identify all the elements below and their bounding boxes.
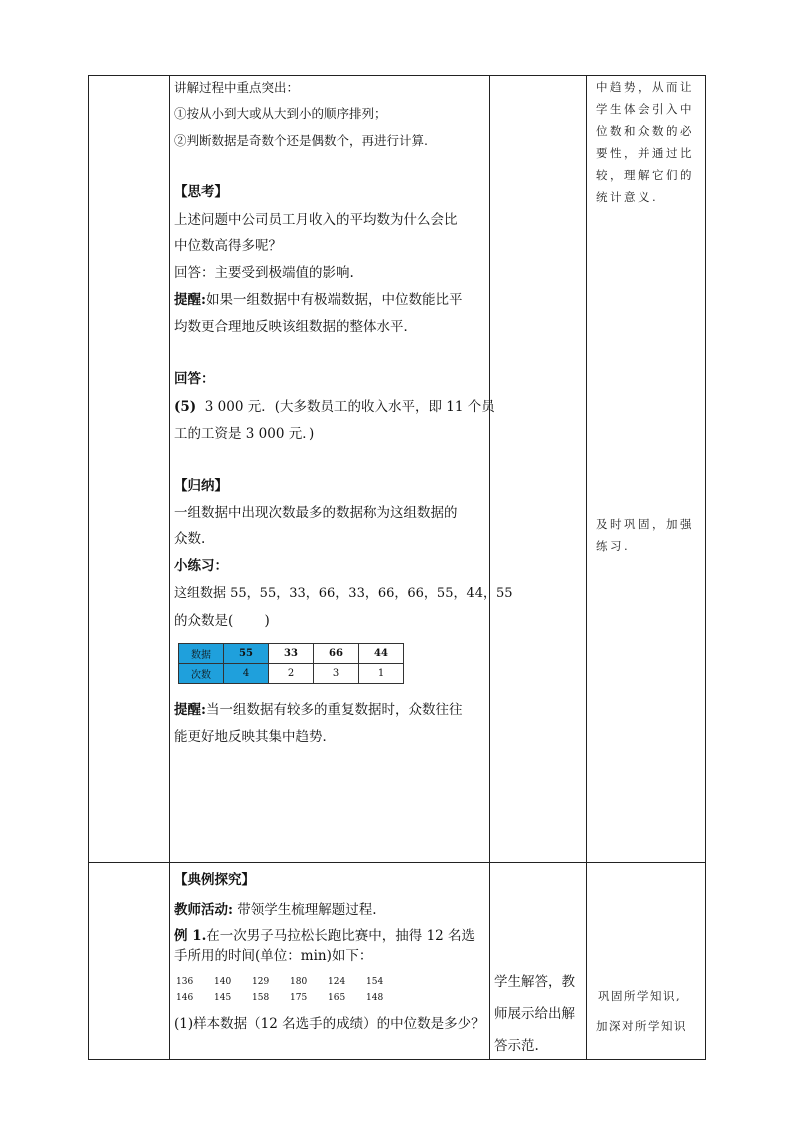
answer-label: 回答： — [174, 371, 215, 387]
design-note-line: 及时巩固，加强 — [596, 517, 694, 531]
think-heading: 【思考】 — [174, 184, 228, 200]
time-value: 136 — [176, 977, 194, 987]
time-value: 146 — [176, 993, 194, 1003]
example-section-heading: 【典例探究】 — [174, 872, 255, 888]
time-value: 124 — [328, 977, 346, 987]
answer-5-line2: 工的工资是 3 000 元．) — [174, 426, 315, 442]
tip2-label: 提醒: — [174, 702, 206, 718]
table-row — [179, 664, 404, 684]
answer-5-number: (5) — [174, 399, 197, 415]
teacher-activity — [174, 902, 377, 918]
times-row — [176, 990, 404, 1006]
time-value: 154 — [366, 977, 384, 987]
design-note-line: 巩固所学知识, — [598, 989, 682, 1003]
tip2-line1 — [174, 702, 462, 718]
design-note-line: 学生体会引入中 — [596, 102, 694, 116]
think-question-line2: 中位数高得多呢？ — [174, 238, 282, 254]
tip1-line1 — [174, 292, 462, 308]
tip1-text: 如果一组数据中有极端数据，中位数能比平 — [205, 292, 463, 308]
design-note-line: 较，理解它们的 — [596, 168, 694, 182]
method-step-1: ①按从小到大或从大到小的顺序排列； — [174, 106, 387, 121]
method-step-2: ②判断数据是奇数个还是偶数个，再进行计算. — [174, 133, 428, 148]
design-note-line: 位数和众数的必 — [596, 124, 694, 138]
table-cell: 66 — [314, 644, 359, 664]
table-cell: 1 — [359, 664, 404, 684]
table-cell: 55 — [224, 644, 269, 664]
tip2-text: 当一组数据有较多的重复数据时，众数往往 — [205, 702, 463, 718]
column-divider — [169, 76, 170, 1059]
time-value: 158 — [252, 993, 270, 1003]
design-note-line: 中趋势，从而让 — [596, 80, 694, 94]
time-value: 129 — [252, 977, 270, 987]
column-divider — [586, 76, 587, 1059]
times-row — [176, 974, 404, 990]
table-header-cell: 数据 — [179, 644, 224, 664]
student-activity-line: 学生解答，教 — [494, 974, 575, 990]
table-cell: 2 — [269, 664, 314, 684]
student-activity-line: 答示范. — [494, 1038, 539, 1054]
exercise-line2: 的众数是( ) — [174, 613, 270, 629]
tip2-line2: 能更好地反映其集中趋势． — [174, 729, 336, 745]
summary-line1: 一组数据中出现次数最多的数据称为这组数据的 — [174, 505, 458, 521]
method-intro: 讲解过程中重点突出： — [174, 80, 300, 95]
table-header-cell: 次数 — [179, 664, 224, 684]
table-row — [179, 644, 404, 664]
design-note-line: 要性，并通过比 — [596, 146, 694, 160]
answer-5-text: 3 000 元．(大多数员工的收入水平，即 11 个员 — [204, 399, 495, 415]
time-value: 140 — [214, 977, 232, 987]
teacher-activity-label: 教师活动: — [174, 902, 233, 918]
think-question-line1: 上述问题中公司员工月收入的平均数为什么会比 — [174, 212, 458, 228]
answer-5-line1 — [174, 399, 495, 415]
example-line1 — [174, 928, 475, 944]
frequency-table — [178, 643, 404, 684]
summary-line2: 众数. — [174, 531, 206, 547]
question-1: (1)样本数据（12 名选手的成绩）的中位数是多少？ — [174, 1016, 485, 1032]
example-line2: 手所用的时间(单位：min)如下： — [174, 948, 373, 964]
think-answer: 回答：主要受到极端值的影响. — [174, 265, 354, 281]
time-value: 165 — [328, 993, 346, 1003]
time-value: 145 — [214, 993, 232, 1003]
tip1-line2: 均数更合理地反映该组数据的整体水平． — [174, 319, 417, 335]
design-note-line: 练习. — [596, 539, 631, 553]
times-data — [176, 974, 404, 1006]
design-note-line: 加深对所学知识 — [596, 1019, 687, 1033]
exercise-heading: 小练习： — [174, 558, 228, 574]
table-cell: 44 — [359, 644, 404, 664]
design-note-line: 统计意义. — [596, 190, 659, 204]
time-value: 175 — [290, 993, 308, 1003]
student-activity-line: 师展示给出解 — [494, 1006, 575, 1022]
teacher-activity-text: 带领学生梳理解题过程. — [237, 902, 377, 918]
table-cell: 33 — [269, 644, 314, 664]
example-label: 例 1. — [174, 928, 207, 944]
table-cell: 3 — [314, 664, 359, 684]
tip1-label: 提醒: — [174, 292, 206, 308]
example-text: 在一次男子马拉松长跑比赛中，抽得 12 名选 — [206, 928, 476, 944]
time-value: 180 — [290, 977, 308, 987]
exercise-line1: 这组数据 55，55，33，66，33，66，66，55，44，55 — [174, 586, 513, 601]
table-cell: 4 — [224, 664, 269, 684]
time-value: 148 — [366, 993, 384, 1003]
row-divider — [89, 862, 705, 863]
summary-heading: 【归纳】 — [174, 478, 228, 494]
column-divider — [489, 76, 490, 1059]
